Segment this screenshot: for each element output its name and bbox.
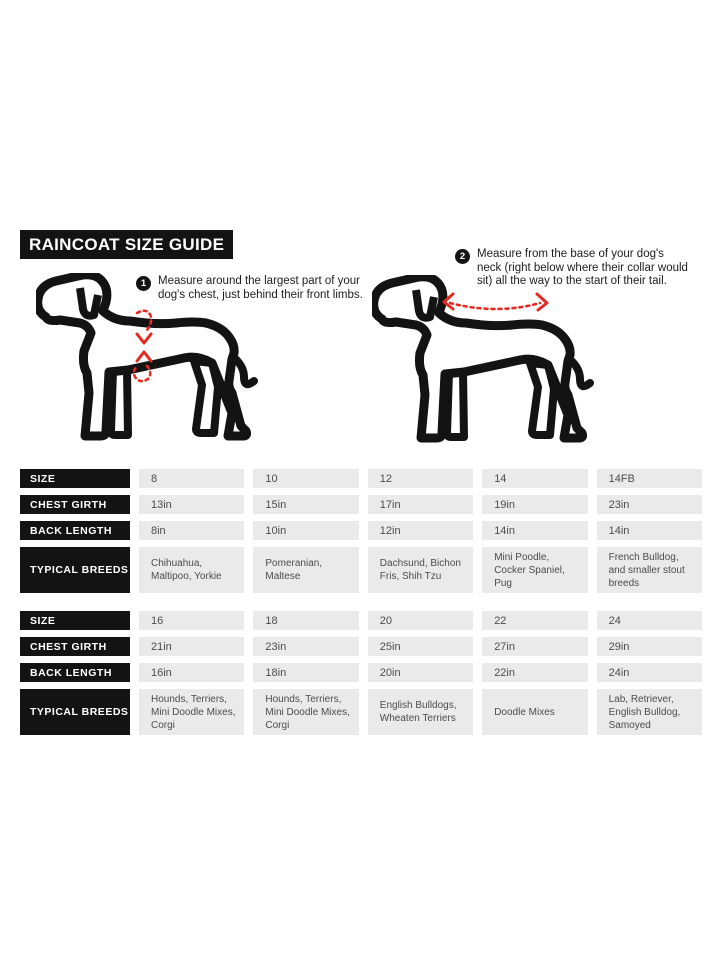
table-cell: 10in [253, 521, 358, 540]
table-cell: Hounds, Terriers, Mini Doodle Mixes, Corgi [253, 689, 358, 735]
table-cell: 10 [253, 469, 358, 488]
table-cell: 20 [368, 611, 473, 630]
row-label-typical-breeds: TYPICAL BREEDS [20, 689, 130, 735]
table-cell: 27in [482, 637, 587, 656]
dog-illustration-2 [372, 275, 612, 447]
table-cell: 22 [482, 611, 587, 630]
step-2-text: Measure from the base of your dog's neck (right below where their collar would sit) all the way to the start of their tail. [477, 248, 688, 287]
step-1-text: Measure around the largest part of your dog's chest, just behind their front limbs. [158, 275, 363, 301]
table-cell: 16 [139, 611, 244, 630]
table-cell: 14in [482, 521, 587, 540]
table-cell: 14FB [597, 469, 702, 488]
table-cell: 16in [139, 663, 244, 682]
table-cell: French Bulldog, and smaller stout breeds [597, 547, 702, 593]
table-cell: 12 [368, 469, 473, 488]
table-cell: 18 [253, 611, 358, 630]
row-label-back-length: BACK LENGTH [20, 663, 130, 682]
table-cell: 14in [597, 521, 702, 540]
step-2-number-badge: 2 [455, 249, 470, 264]
table-cell: 22in [482, 663, 587, 682]
dog-outline-icon [374, 277, 590, 438]
table-cell: 25in [368, 637, 473, 656]
table-cell: English Bulldogs, Wheaten Terriers [368, 689, 473, 735]
back-length-measure-arrow-icon [444, 294, 547, 310]
table-cell: Dachsund, Bichon Fris, Shih Tzu [368, 547, 473, 593]
table-cell: 13in [139, 495, 244, 514]
row-label-typical-breeds: TYPICAL BREEDS [20, 547, 130, 593]
row-label-size: SIZE [20, 611, 130, 630]
table-cell: 12in [368, 521, 473, 540]
table-cell: Pomeranian, Maltese [253, 547, 358, 593]
dog-illustration-1 [36, 273, 276, 445]
table-cell: 8in [139, 521, 244, 540]
table-cell: Hounds, Terriers, Mini Doodle Mixes, Corgi [139, 689, 244, 735]
step-1-number-badge: 1 [136, 276, 151, 291]
table-cell: Chihuahua, Maltipoo, Yorkie [139, 547, 244, 593]
table-cell: 24in [597, 663, 702, 682]
table-cell: 8 [139, 469, 244, 488]
table-cell: 18in [253, 663, 358, 682]
table-cell: 20in [368, 663, 473, 682]
table-cell: 15in [253, 495, 358, 514]
table-cell: Doodle Mixes [482, 689, 587, 735]
table-cell: 21in [139, 637, 244, 656]
row-label-chest-girth: CHEST GIRTH [20, 637, 130, 656]
table-cell: 29in [597, 637, 702, 656]
size-table-large-sizes [20, 611, 702, 735]
table-cell: 23in [597, 495, 702, 514]
row-label-chest-girth: CHEST GIRTH [20, 495, 130, 514]
table-cell: 23in [253, 637, 358, 656]
page-title: RAINCOAT SIZE GUIDE [20, 230, 233, 259]
table-cell: 24 [597, 611, 702, 630]
table-cell: 14 [482, 469, 587, 488]
table-cell: 17in [368, 495, 473, 514]
table-cell: 19in [482, 495, 587, 514]
row-label-size: SIZE [20, 469, 130, 488]
row-label-back-length: BACK LENGTH [20, 521, 130, 540]
size-table-small-sizes [20, 469, 702, 593]
table-cell: Mini Poodle, Cocker Spaniel, Pug [482, 547, 587, 593]
table-cell: Lab, Retriever, English Bulldog, Samoyed [597, 689, 702, 735]
